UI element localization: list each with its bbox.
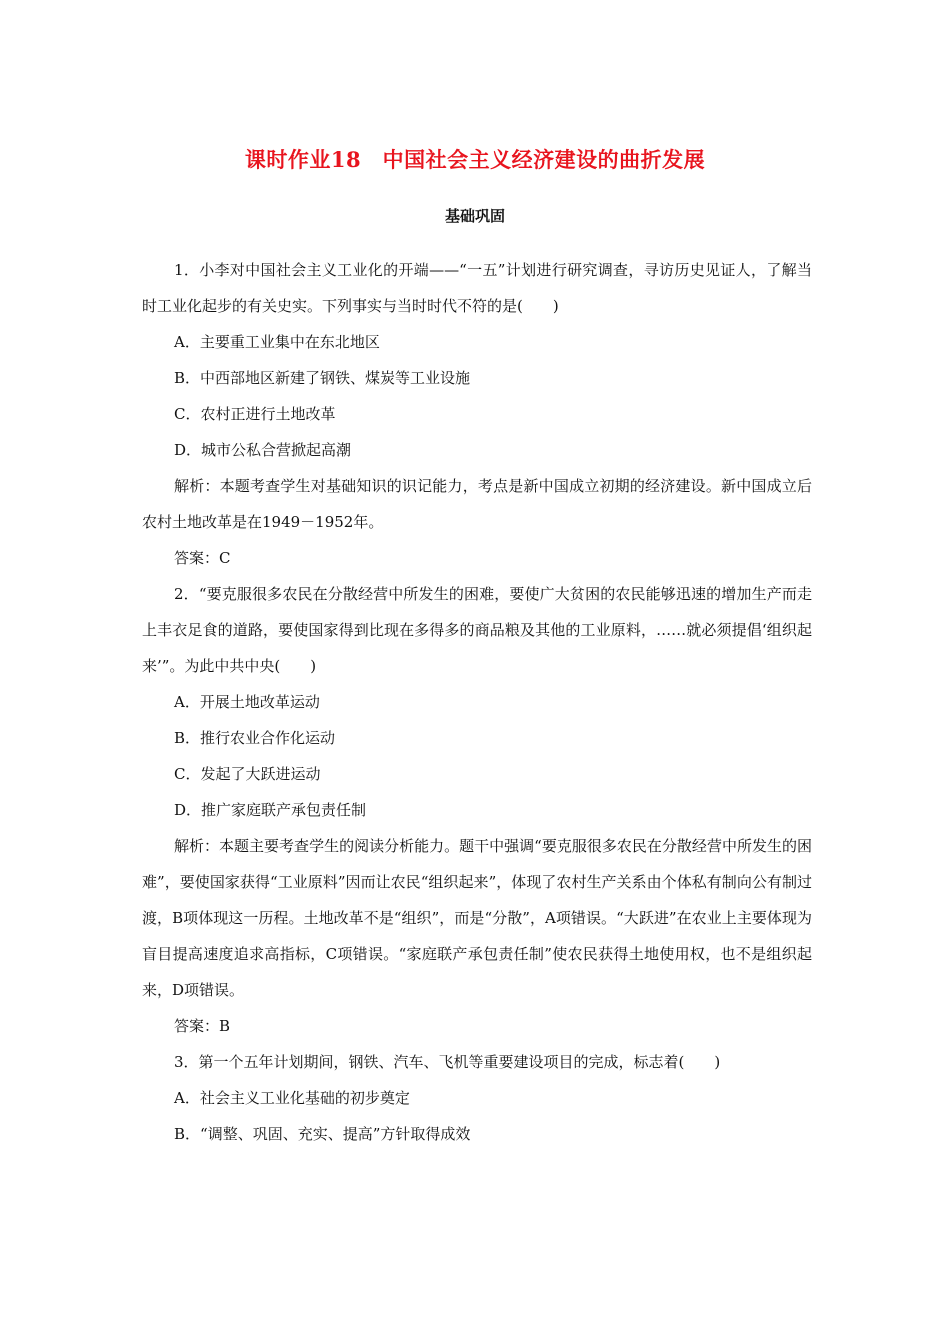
question-1-option-c: C．农村正进行土地改革 — [174, 405, 336, 423]
question-2-stem: 2．“要克服很多农民在分散经营中所发生的困难，要使广大贫困的农民能够迅速的增加生产而走上丰衣足食的道路，要使国家得到比现在多得多的商品粮及其他的工业原料，……就必须提倡‘组织起来’”。为此中共中央( ) — [142, 585, 812, 675]
question-1-answer: 答案：C — [174, 549, 231, 567]
document-body — [142, 252, 812, 1152]
document-title: 课时作业18 中国社会主义经济建设的曲折发展 — [244, 147, 706, 172]
question-3-option-b: B．“调整、巩固、充实、提高”方针取得成效 — [174, 1125, 471, 1143]
question-1-option-a: A．主要重工业集中在东北地区 — [174, 333, 380, 351]
section-heading: 基础巩固 — [444, 207, 505, 225]
question-3-option-a: A．社会主义工业化基础的初步奠定 — [174, 1089, 410, 1107]
question-2-analysis: 解析：本题主要考查学生的阅读分析能力。题干中强调“要克服很多农民在分散经营中所发生的困难”，要使国家获得“工业原料”因而让农民“组织起来”，体现了农村生产关系由个体私有制向公有制过渡，B项体现这一历程。土地改革不是“组织”，而是“分散”，A项错误。“大跃进”在农业上主要体现为盲目提高速度追求高指标，C项错误。“家庭联产承包责任制”使农民获得土地使用权，也不是组织起来，D项错误。 — [142, 837, 812, 999]
question-1-option-d: D．城市公私合营掀起高潮 — [174, 441, 352, 459]
question-2-option-b: B．推行农业合作化运动 — [174, 729, 336, 747]
question-1-analysis: 解析：本题考查学生对基础知识的识记能力，考点是新中国成立初期的经济建设。新中国成立后农村土地改革是在1949－1952年。 — [142, 477, 812, 531]
question-2-option-a: A．开展土地改革运动 — [174, 693, 320, 711]
question-1-option-b: B．中西部地区新建了钢铁、煤炭等工业设施 — [174, 369, 471, 387]
question-3-stem: 3．第一个五年计划期间，钢铁、汽车、飞机等重要建设项目的完成，标志着( ) — [174, 1053, 721, 1071]
question-2-option-c: C．发起了大跃进运动 — [174, 765, 321, 783]
question-1-stem: 1．小李对中国社会主义工业化的开端——“一五”计划进行研究调查，寻访历史见证人，了解当时工业化起步的有关史实。下列事实与当时时代不符的是( ) — [142, 261, 812, 315]
question-2-option-d: D．推广家庭联产承包责任制 — [174, 801, 367, 819]
question-2-answer: 答案：B — [174, 1017, 231, 1035]
